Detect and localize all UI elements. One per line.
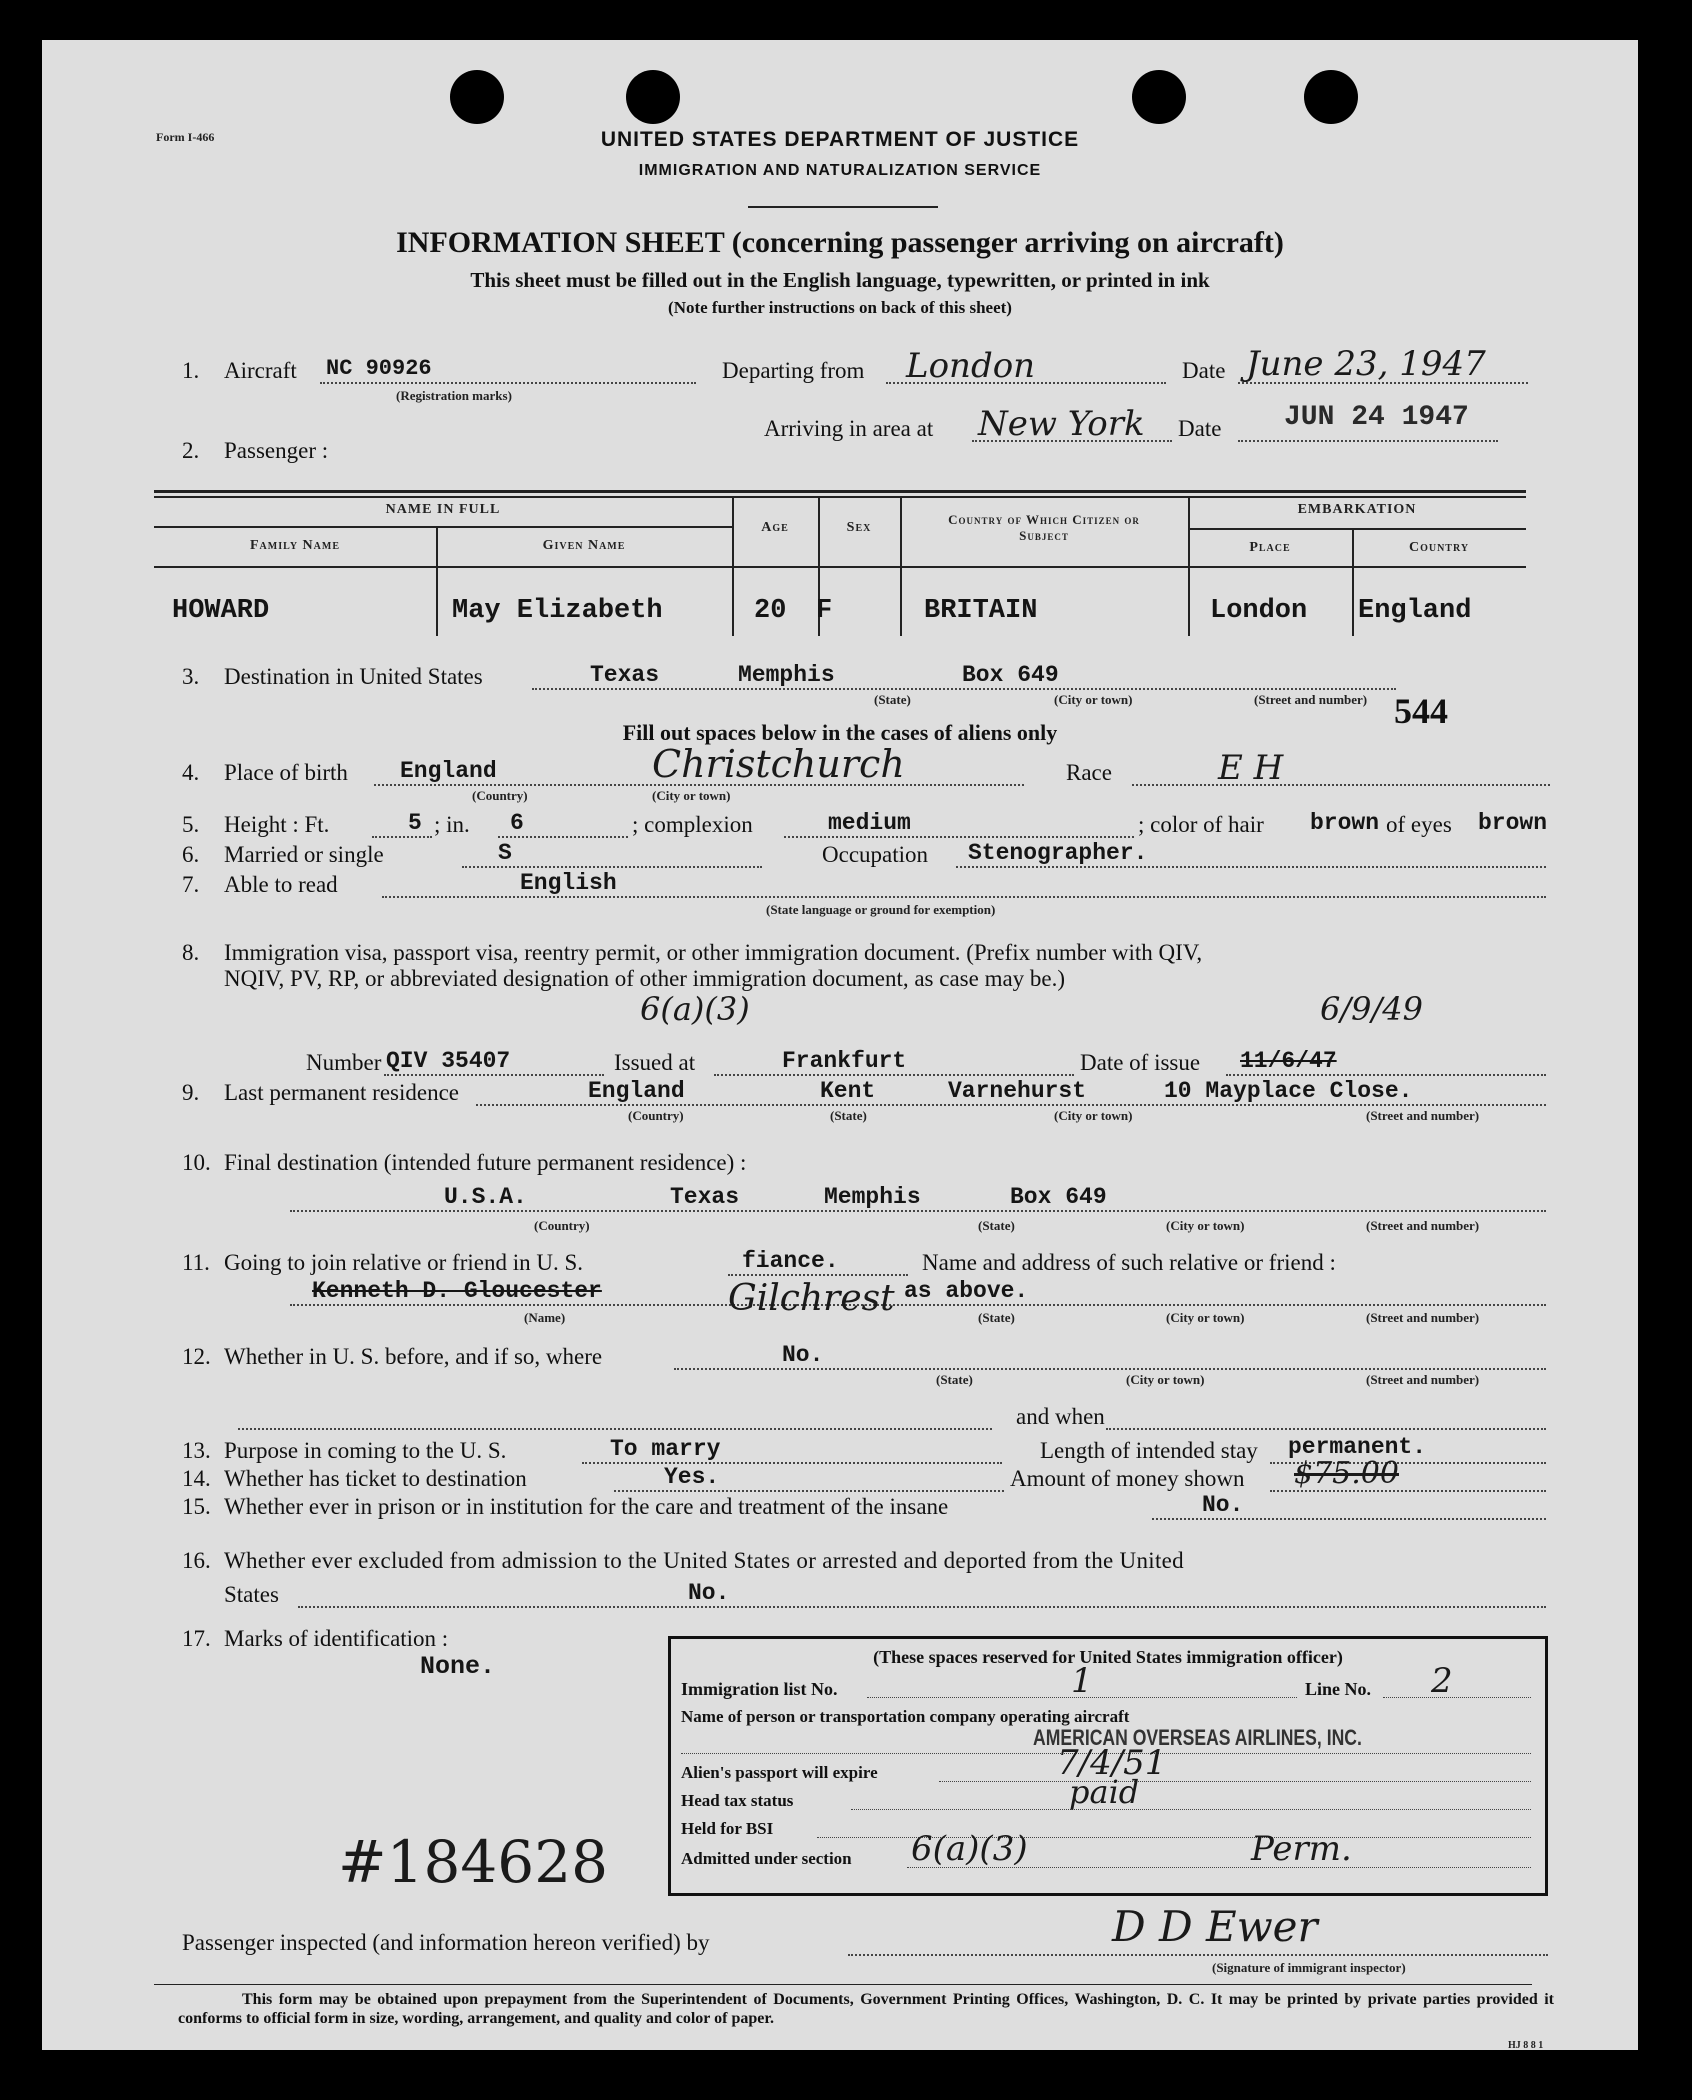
header-department: UNITED STATES DEPARTMENT OF JUSTICE: [600, 128, 1080, 151]
item-number: 14.: [182, 1466, 211, 1491]
caption-state: (State): [978, 1310, 1015, 1325]
section-label: Admitted under section: [681, 1849, 852, 1868]
dotted-line: [476, 1104, 1546, 1106]
dotted-line: [1106, 1428, 1546, 1430]
stay-value: permanent.: [1288, 1434, 1427, 1460]
caption-state: (State): [830, 1108, 867, 1123]
join-name-text: Kenneth D. Gloucester: [312, 1278, 602, 1304]
aliens-heading: Fill out spaces below in the cases of aliens only: [622, 720, 1058, 745]
item-number: 15.: [182, 1494, 211, 1519]
citizenship-header: Country of Which Citizen or Subject: [948, 512, 1140, 543]
dotted-line: [532, 688, 1396, 690]
caption-city: (City or town): [1126, 1372, 1205, 1387]
arrival-date-stamp: JUN 24 1947: [1284, 402, 1469, 433]
table-divider: [732, 496, 734, 636]
join-label: Going to join relative or friend in U. S.: [224, 1250, 583, 1275]
marital-label: Married or single: [224, 842, 384, 867]
signature-caption: (Signature of immigrant inspector): [1212, 1960, 1406, 1975]
caption-street: (Street and number): [1366, 1108, 1480, 1123]
race-value: E H: [1218, 748, 1284, 788]
arrival-date-label: Date: [1178, 416, 1222, 441]
dotted-line: [498, 836, 628, 838]
dotted-line: [320, 382, 696, 384]
dotted-line: [382, 896, 1546, 898]
dotted-line: [784, 836, 1134, 838]
excluded-label: Whether ever excluded from admission to the United States or arrested and deported from the United: [224, 1548, 1184, 1573]
item-number: 4.: [182, 760, 200, 785]
dotted-line: [956, 866, 1546, 868]
table-rule: [154, 566, 1526, 568]
head-tax-value: paid: [1069, 1773, 1140, 1811]
join-relation: fiance.: [742, 1248, 839, 1274]
dotted-line: [582, 1462, 1002, 1464]
item-number: 6.: [182, 842, 200, 867]
birth-city: Christchurch: [652, 742, 905, 786]
destination-street: Box 649: [962, 662, 1059, 688]
punch-hole: [1132, 70, 1186, 124]
caption-country: (Country): [472, 788, 528, 803]
punch-hole: [1304, 70, 1358, 124]
dotted-line: [1152, 1518, 1546, 1520]
complexion-label: ; complexion: [632, 812, 753, 837]
document-sheet: [42, 40, 1638, 2050]
read-label: Able to read: [224, 872, 338, 897]
dotted-line: [238, 1428, 992, 1430]
departing-label: Departing from: [722, 358, 865, 383]
dotted-line: [290, 1304, 1546, 1306]
inspected-label: Passenger inspected (and information hereon verified) by: [182, 1930, 710, 1955]
excluded-label-2: States: [224, 1582, 279, 1607]
complexion-value: medium: [828, 810, 911, 836]
dotted-line: [1238, 440, 1498, 442]
hair-value: brown: [1310, 810, 1380, 836]
residence-country: England: [588, 1078, 685, 1104]
registration-caption: (Registration marks): [396, 388, 512, 403]
passenger-label: Passenger :: [224, 438, 329, 463]
country-header: Country: [1408, 540, 1470, 555]
issue-date-label: Date of issue: [1080, 1050, 1201, 1075]
page-title: INFORMATION SHEET (concerning passenger arriving on aircraft): [396, 226, 1284, 259]
visa-label-2: NQIV, PV, RP, or abbreviated designation of other immigration document, as case may be.): [224, 966, 1066, 991]
given-name-value: May Elizabeth: [452, 596, 663, 626]
caption-state: (State): [874, 692, 911, 707]
embark-country-value: England: [1358, 596, 1472, 626]
item-number: 2.: [182, 438, 200, 463]
age-value: 20: [754, 596, 787, 626]
race-label: Race: [1066, 760, 1112, 785]
head-tax-label: Head tax status: [681, 1791, 794, 1810]
passport-expire-label: Alien's passport will expire: [681, 1763, 878, 1782]
marks-label: Marks of identification :: [224, 1626, 449, 1651]
dotted-line: [848, 1954, 1548, 1956]
prison-label: Whether ever in prison or in institution for the care and treatment of the insane: [224, 1494, 949, 1519]
page-subtitle: This sheet must be filled out in the English language, typewritten, or printed in ink: [470, 268, 1210, 292]
family-name-header: Family Name: [249, 538, 341, 553]
caption-city: (City or town): [1166, 1310, 1245, 1325]
money-label: Amount of money shown: [1010, 1466, 1245, 1491]
table-divider: [900, 496, 902, 636]
footer-rule: [154, 1984, 1532, 1985]
caption-country: (Country): [628, 1108, 684, 1123]
dotted-line: [851, 1809, 1531, 1810]
dotted-line: [674, 1368, 1546, 1370]
list-no-label: Immigration list No.: [681, 1679, 838, 1699]
officer-box: [668, 1636, 1548, 1896]
purpose-label: Purpose in coming to the U. S.: [224, 1438, 507, 1463]
final-country: U.S.A.: [444, 1184, 527, 1210]
issue-date-value: 11/6/47: [1240, 1048, 1337, 1074]
item-number: 11.: [182, 1250, 210, 1275]
file-number: #184628: [338, 1828, 609, 1896]
join-name-correction: Gilchrest: [728, 1278, 895, 1319]
family-name-value: HOWARD: [172, 596, 270, 626]
residence-label: Last permanent residence: [224, 1080, 459, 1105]
read-value: English: [520, 870, 617, 896]
dotted-line: [384, 1074, 604, 1076]
dotted-line: [1132, 784, 1550, 786]
item-number: 10.: [182, 1150, 211, 1175]
final-street: Box 649: [1010, 1184, 1107, 1210]
final-state: Texas: [670, 1184, 740, 1210]
item-number: 1.: [182, 358, 200, 383]
stay-label: Length of intended stay: [1040, 1438, 1258, 1463]
inches-label: ; in.: [434, 812, 470, 837]
visa-label: Immigration visa, passport visa, reentry permit, or other immigration document. (Prefix number with QIV,: [224, 940, 1203, 965]
occupation-value: Stenographer.: [968, 840, 1148, 866]
caption-name: (Name): [524, 1310, 566, 1325]
citizenship-value: BRITAIN: [924, 596, 1038, 626]
embarkation-header: EMBARKATION: [1297, 502, 1417, 517]
final-city: Memphis: [824, 1184, 921, 1210]
sex-value: F: [816, 596, 833, 626]
departure-date-value: June 23, 1947: [1246, 344, 1486, 384]
ticket-value: Yes.: [664, 1464, 720, 1490]
header-rule: [748, 206, 938, 208]
dotted-line: [290, 1210, 1546, 1212]
occupation-label: Occupation: [822, 842, 929, 867]
caption-street: (Street and number): [1366, 1218, 1480, 1233]
company-label: Name of person or transportation company operating aircraft: [681, 1707, 1130, 1726]
passport-expire-value: 7/4/51: [1057, 1743, 1167, 1783]
caption-city: (City or town): [1054, 1108, 1133, 1123]
issued-at-label: Issued at: [614, 1050, 696, 1075]
hair-label: ; color of hair: [1138, 812, 1264, 837]
dotted-line: [714, 1074, 1074, 1076]
item-number: 7.: [182, 872, 200, 897]
join-address: as above.: [904, 1278, 1029, 1304]
ticket-label: Whether has ticket to destination: [224, 1466, 527, 1491]
place-header: Place: [1249, 540, 1291, 555]
destination-label: Destination in United States: [224, 664, 483, 689]
caption-city: (City or town): [652, 788, 731, 803]
dotted-line: [1383, 1697, 1531, 1698]
table-rule: [154, 496, 1526, 498]
dotted-line: [462, 866, 762, 868]
page-note: (Note further instructions on back of this sheet): [668, 298, 1012, 317]
inspector-signature: D D Ewer: [1112, 1902, 1318, 1951]
height-label: Height : Ft.: [224, 812, 330, 837]
prison-value: No.: [1202, 1492, 1244, 1518]
line-no-value: 2: [1431, 1661, 1453, 1701]
marks-value: None.: [420, 1652, 496, 1681]
item-number: 12.: [182, 1344, 211, 1369]
item-number: 5.: [182, 812, 200, 837]
item-number: 8.: [182, 940, 200, 965]
purpose-value: To marry: [610, 1436, 721, 1462]
company-stamp: AMERICAN OVERSEAS AIRLINES, INC.: [1033, 1725, 1362, 1750]
age-header: Age: [761, 520, 789, 535]
residence-state: Kent: [820, 1078, 876, 1104]
destination-city: Memphis: [738, 662, 835, 688]
issued-at-value: Frankfurt: [782, 1048, 907, 1074]
footer-text: This form may be obtained upon prepayment from the Superintendent of Documents, Government Printing Offices, Washington, D. C. It may be printed by private parties provided it conforms to official form in size, wording, arrangement, and quality and color of paper.: [178, 1991, 1554, 2027]
name-in-full-header: NAME IN FULL: [385, 502, 501, 517]
caption-street: (Street and number): [1366, 1310, 1480, 1325]
section-note: Perm.: [1251, 1829, 1352, 1869]
eyes-value: brown: [1478, 810, 1548, 836]
birth-country: England: [400, 758, 497, 784]
join-name: [312, 1278, 602, 1304]
dotted-line: [728, 1274, 908, 1276]
dotted-line: [1226, 1074, 1546, 1076]
aircraft-label: Aircraft: [224, 358, 297, 383]
previous-visit-label: Whether in U. S. before, and if so, where: [224, 1344, 603, 1369]
item-number: 16.: [182, 1548, 211, 1573]
caption-street: (Street and number): [1254, 692, 1368, 707]
date-label: Date: [1182, 358, 1226, 383]
arriving-label: Arriving in area at: [764, 416, 934, 441]
table-rule: [154, 490, 1526, 493]
caption-city: (City or town): [1166, 1218, 1245, 1233]
list-no-value: 1: [1071, 1661, 1093, 1701]
money-value: $75.00: [1294, 1456, 1399, 1491]
item-number: 17.: [182, 1626, 211, 1651]
header-service: IMMIGRATION AND NATURALIZATION SERVICE: [638, 162, 1042, 179]
form-id: Form I-466: [156, 130, 215, 144]
caption-state: (State): [978, 1218, 1015, 1233]
eyes-label: of eyes: [1386, 812, 1452, 837]
item-number: 9.: [182, 1080, 200, 1105]
previous-visit-value: No.: [782, 1342, 824, 1368]
destination-state: Texas: [590, 662, 660, 688]
dotted-line: [939, 1781, 1531, 1782]
embark-place-value: London: [1210, 596, 1308, 626]
officer-box-title: (These spaces reserved for United States immigration officer): [873, 1647, 1343, 1667]
final-destination-label: Final destination (intended future permanent residence) :: [224, 1150, 747, 1175]
caption-street: (Street and number): [1366, 1372, 1480, 1387]
line-no-label: Line No.: [1305, 1679, 1372, 1699]
dotted-line: [372, 836, 432, 838]
footer-code: HJ 8 8 1: [1508, 2040, 1544, 2051]
arriving-value: New York: [978, 404, 1145, 444]
visa-number-label: Number: [306, 1050, 382, 1075]
caption-city: (City or town): [1054, 692, 1133, 707]
residence-street: 10 Mayplace Close.: [1164, 1078, 1413, 1104]
section-value: 6(a)(3): [911, 1829, 1028, 1869]
excluded-value: No.: [688, 1580, 730, 1606]
when-label: and when: [1016, 1404, 1105, 1429]
dotted-line: [298, 1606, 1546, 1608]
stamp-number: 544: [1394, 691, 1448, 731]
visa-annotation: 6(a)(3): [640, 990, 750, 1028]
residence-city: Varnehurst: [948, 1078, 1087, 1104]
table-rule: [154, 526, 732, 528]
bsi-label: Held for BSI: [681, 1819, 774, 1838]
table-rule: [1190, 528, 1526, 530]
aircraft-value: NC 90926: [326, 356, 432, 381]
punch-hole: [626, 70, 680, 124]
height-inches: 6: [510, 810, 524, 836]
visa-annotation-date: 6/9/49: [1320, 990, 1423, 1028]
given-name-header: Given Name: [542, 538, 626, 553]
departing-value: London: [906, 346, 1036, 386]
marital-value: S: [498, 840, 512, 866]
read-caption: (State language or ground for exemption): [766, 902, 996, 917]
item-number: 3.: [182, 664, 200, 689]
birthplace-label: Place of birth: [224, 760, 348, 785]
caption-country: (Country): [534, 1218, 590, 1233]
dotted-line: [614, 1490, 1004, 1492]
sex-header: Sex: [846, 520, 872, 535]
join-label-2: Name and address of such relative or friend :: [922, 1250, 1336, 1275]
height-feet: 5: [408, 810, 422, 836]
caption-state: (State): [936, 1372, 973, 1387]
punch-hole: [450, 70, 504, 124]
item-number: 13.: [182, 1438, 211, 1463]
visa-number-value: QIV 35407: [386, 1048, 511, 1074]
